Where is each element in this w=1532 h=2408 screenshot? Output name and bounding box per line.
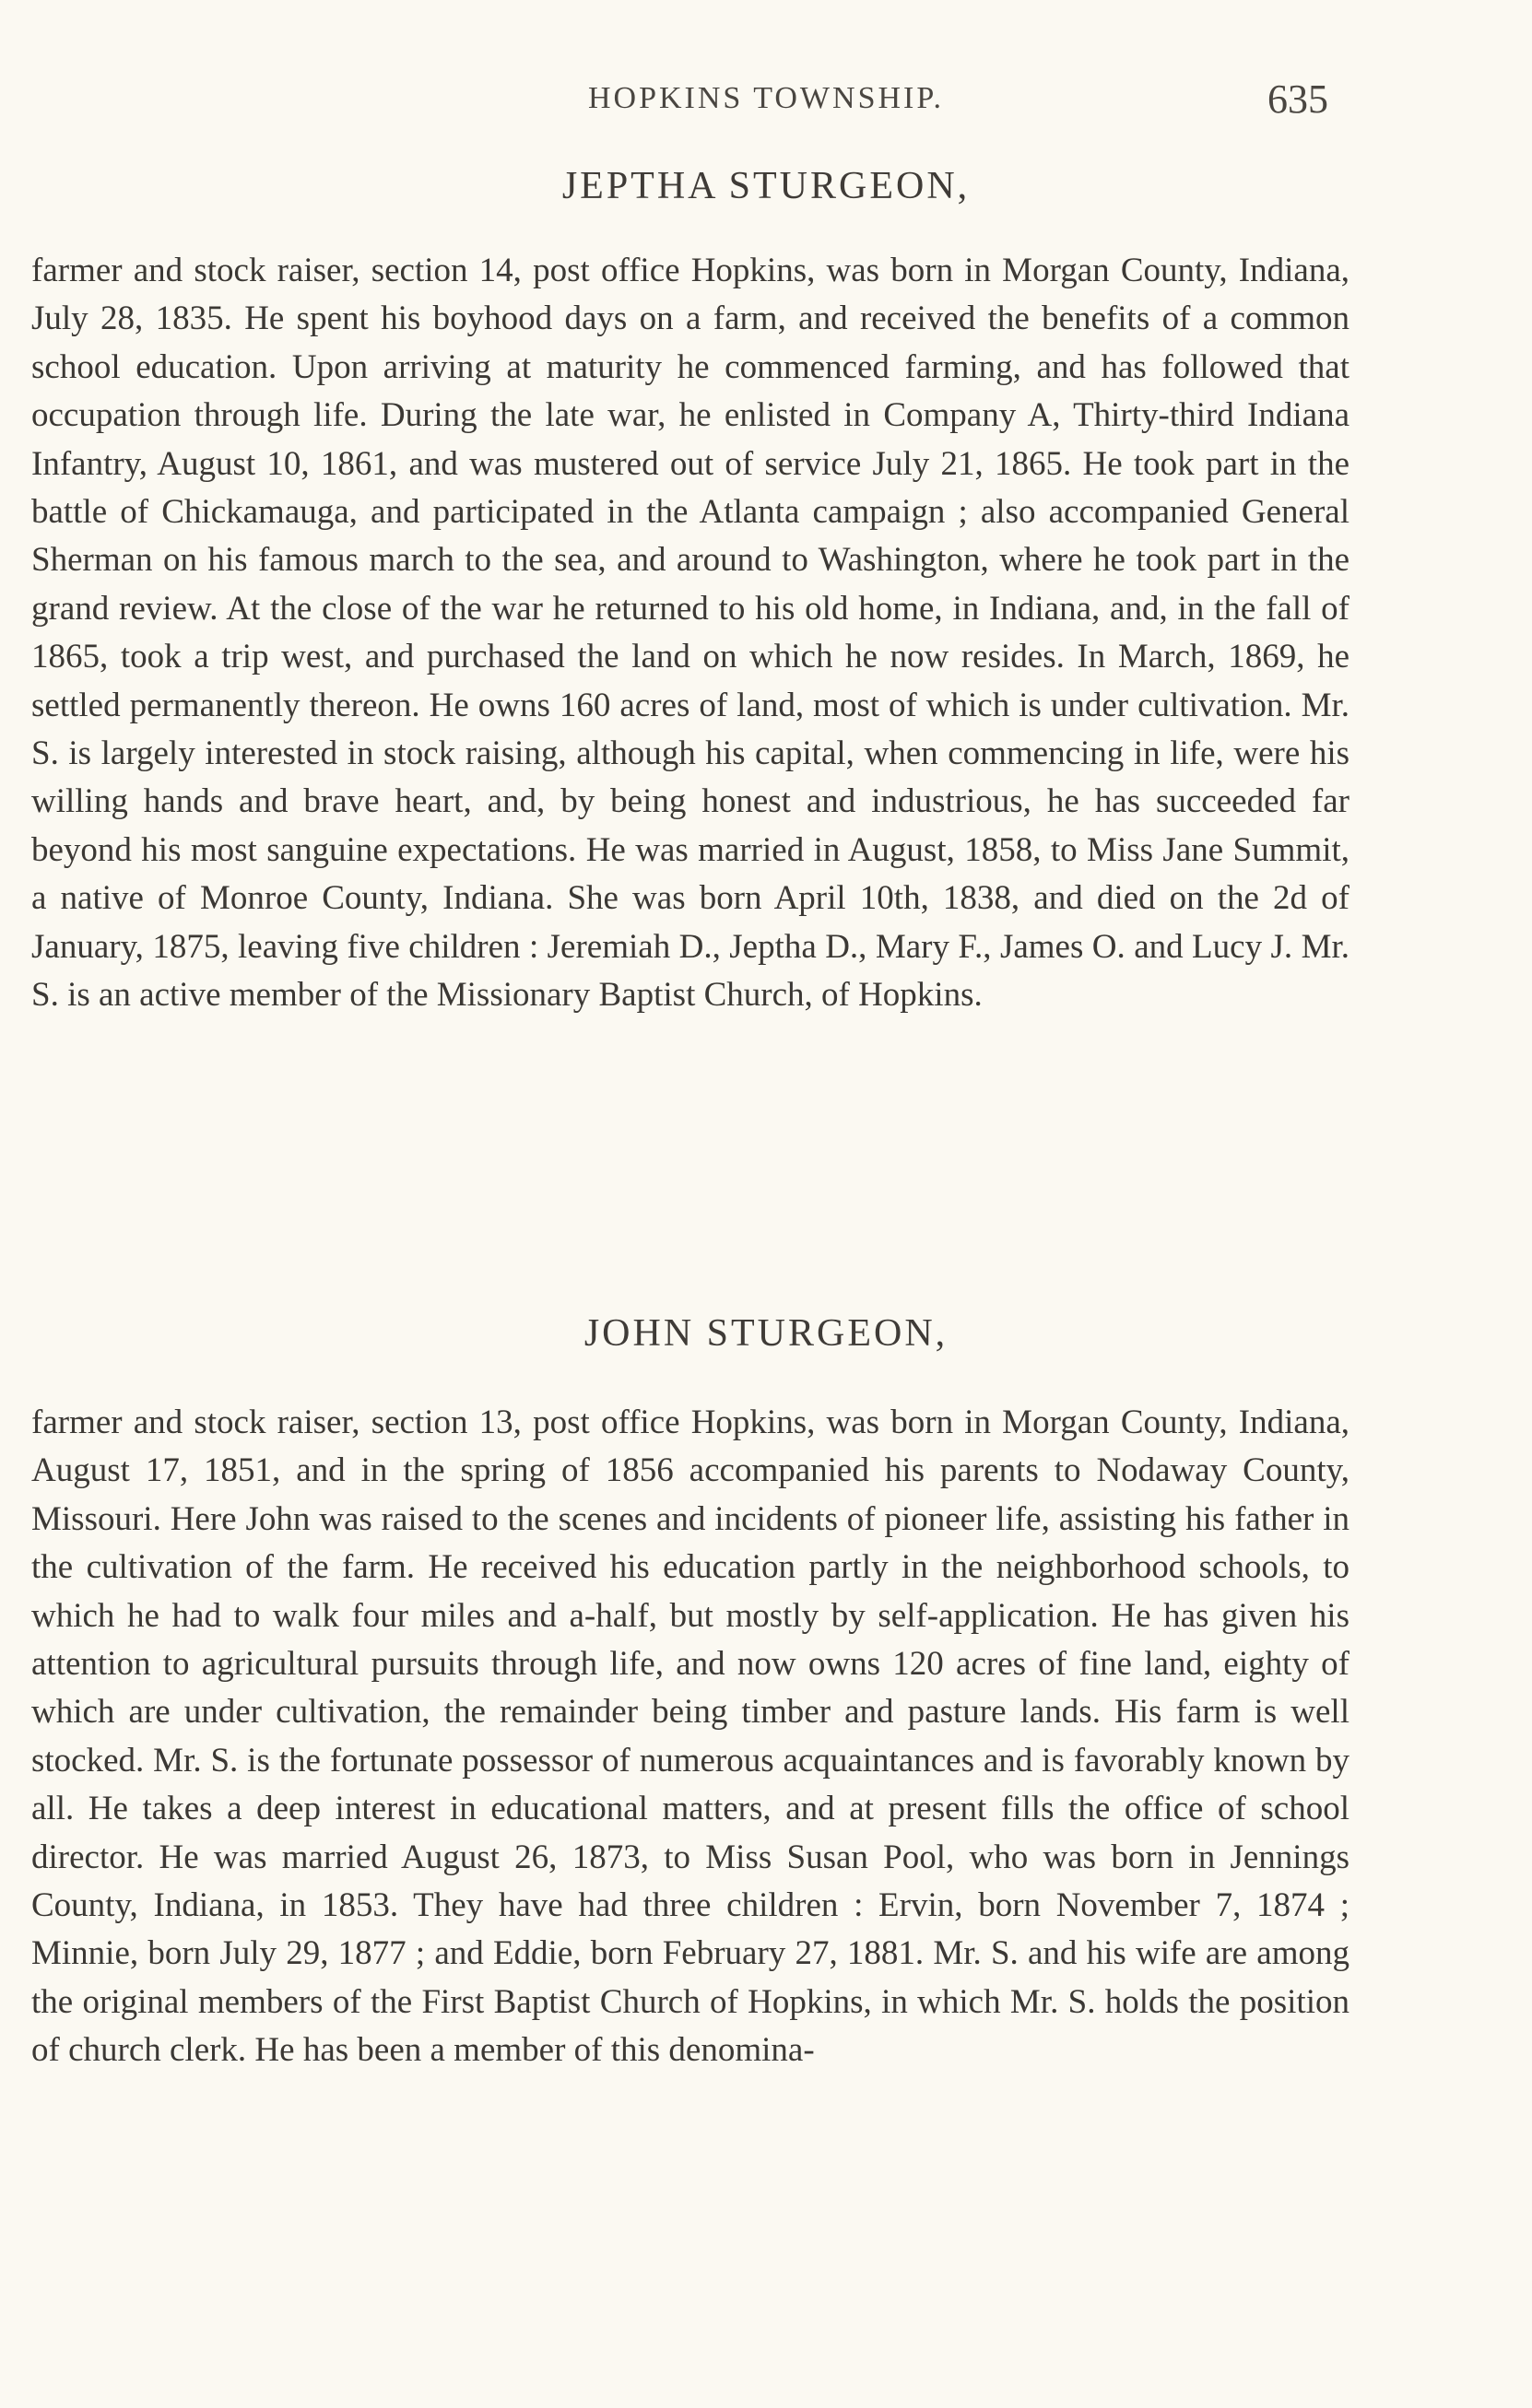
- entry-heading-jeptha-sturgeon: JEPTHA STURGEON,: [561, 165, 971, 207]
- entry-body-jeptha-sturgeon: farmer and stock raiser, section 14, post office Hopkins, was born in Morgan County, Indiana, July 28, 1835. He spent his boyhood days on a farm, and received the benefits of a common school education. Upon arriving at maturity he commenced farming, and has followed that occupation through life. During the late war, he enlisted in Company A, Thirty-third Indiana Infantry, August 10, 1861, and was mustered out of service July 21, 1865. He took part in the battle of Chickamauga, and participated in the Atlanta campaign ; also accompanied General Sherman on his famous march to the sea, and around to Washington, where he took part in the grand review. At the close of the war he returned to his old home, in Indiana, and, in the fall of 1865, took a trip west, and purchased the land on which he now resides. In March, 1869, he settled permanently thereon. He owns 160 acres of land, most of which is under cultivation. Mr. S. is largely interested in stock raising, although his capital, when commencing in life, were his willing hands and brave heart, and, by being honest and industrious, he has succeeded far beyond his most sanguine expectations. He was married in August, 1858, to Miss Jane Summit, a native of Monroe County, Indiana. She was born April 10th, 1838, and died on the 2d of January, 1875, leaving five children : Jeremiah D., Jeptha D., Mary F., James O. and Lucy J. Mr. S. is an active member of the Missionary Baptist Church, of Hopkins.: [31, 252, 1349, 1015]
- running-title: HOPKINS TOWNSHIP.: [587, 81, 945, 115]
- running-head: [0, 76, 1532, 131]
- entry-heading-john-sturgeon: JOHN STURGEON,: [583, 1312, 949, 1355]
- entry-body-john-sturgeon: farmer and stock raiser, section 13, post office Hopkins, was born in Morgan County, Indiana, August 17, 1851, and in the spring of 1856 accompanied his parents to Nodaway County, Missouri. Here John was raised to the scenes and incidents of pioneer life, assisting his father in the cultivation of the farm. He received his education partly in the neighborhood schools, to which he had to walk four miles and a-half, but mostly by self-application. He has given his attention to agricultural pursuits through life, and now owns 120 acres of fine land, eighty of which are under cultivation, the remainder being timber and pasture lands. His farm is well stocked. Mr. S. is the fortunate possessor of numerous acquaintances and is favorably known by all. He takes a deep interest in educational matters, and at present fills the office of school director. He was married August 26, 1873, to Miss Susan Pool, who was born in Jennings County, Indiana, in 1853. They have had three children : Ervin, born November 7, 1874 ; Minnie, born July 29, 1877 ; and Eddie, born February 27, 1881. Mr. S. and his wife are among the original members of the First Baptist Church of Hopkins, in which Mr. S. holds the position of church clerk. He has been a member of this denomina-: [31, 1404, 1349, 2070]
- page-number: 635: [1267, 76, 1328, 122]
